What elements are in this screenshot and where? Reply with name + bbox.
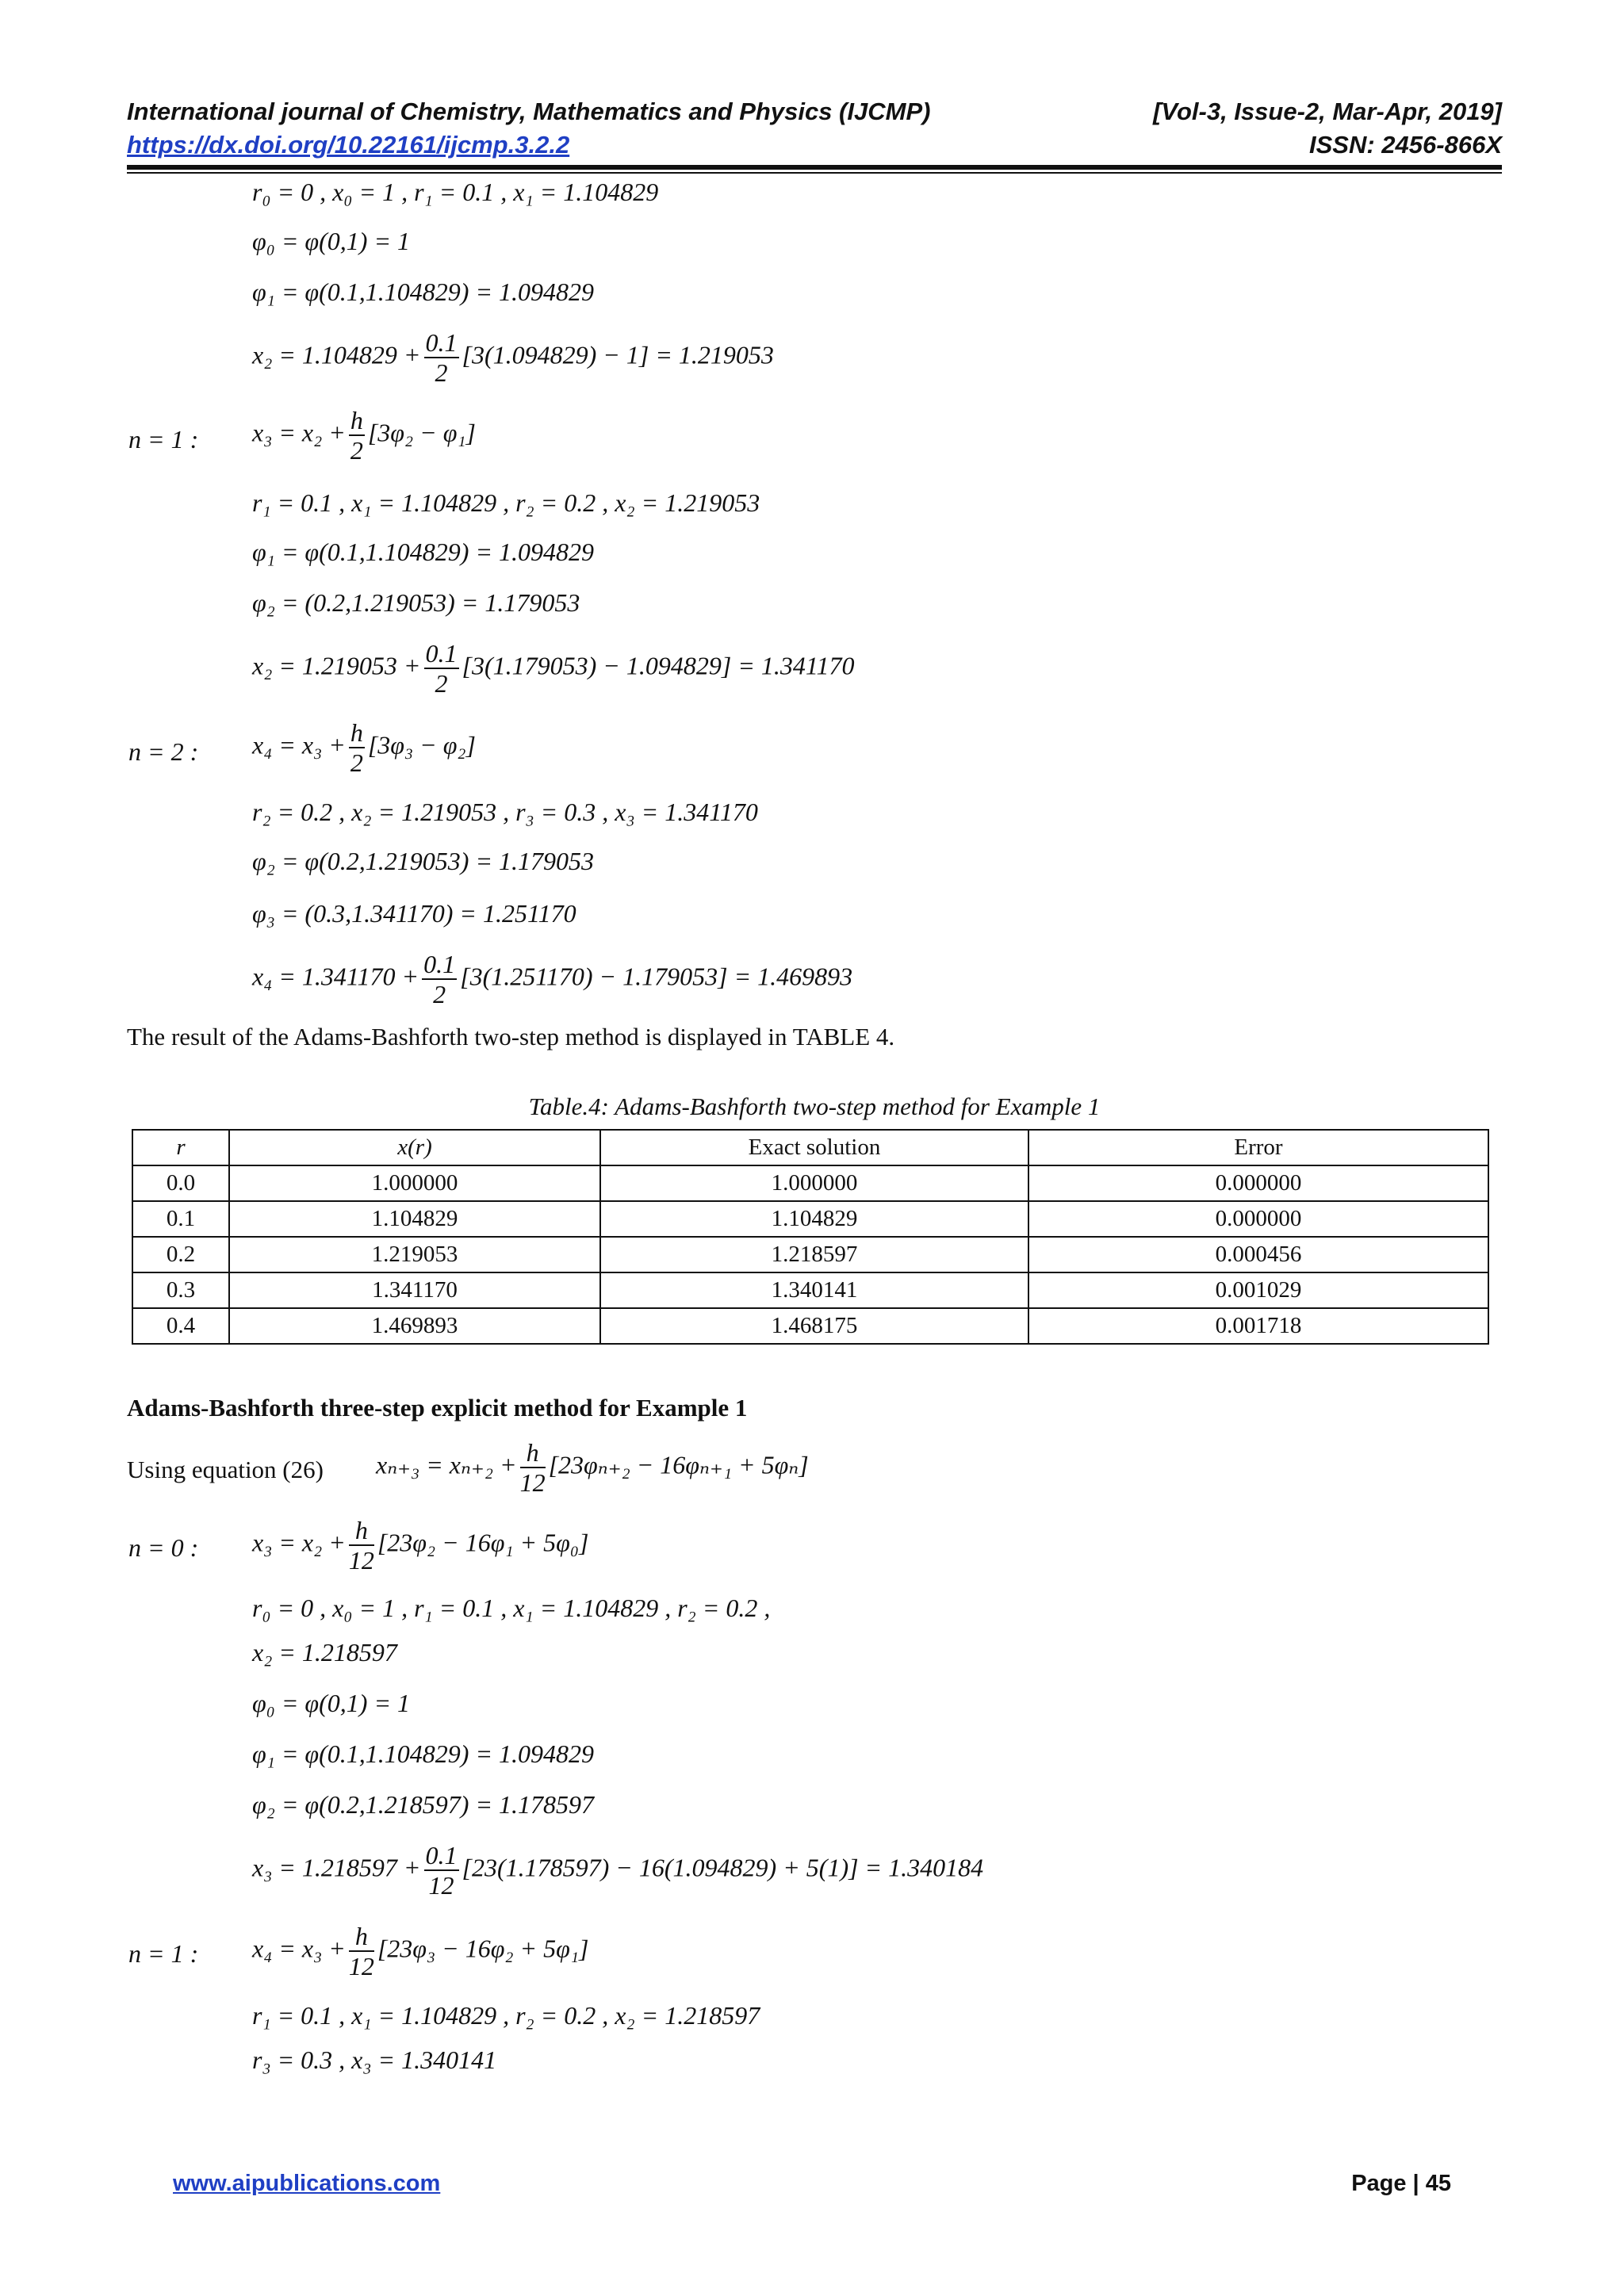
page-footer <box>173 2171 1451 2197</box>
col-header-xr: x(r) <box>229 1130 600 1165</box>
cell-r: 0.1 <box>132 1201 229 1237</box>
cell-xr: 1.341170 <box>229 1272 600 1308</box>
cell-exact: 1.000000 <box>600 1165 1028 1201</box>
table-row <box>132 1237 1488 1272</box>
header-rule <box>127 165 1502 170</box>
fraction: $\frac{0.1}{2}$ <box>423 950 456 1008</box>
issn: ISSN: 2456-866X <box>1309 131 1502 159</box>
journal-title: International journal of Chemistry, Mathematics and Physics (IJCMP) <box>127 98 931 125</box>
fraction: $\frac{0.1}{2}$ <box>425 639 458 698</box>
cell-error: 0.000456 <box>1028 1237 1488 1272</box>
table-row <box>132 1201 1488 1237</box>
cell-r: 0.4 <box>132 1308 229 1344</box>
table-caption: Table.4: Adams-Bashforth two-step method for Example 1 <box>528 1093 1101 1120</box>
ab2-x2-equation: x₂ = 1.104829 + $\frac{0.1}{2}$ [3(1.094829) − 1] = 1.219053 <box>252 328 774 387</box>
section-heading: Adams-Bashforth three-step explicit method for Example 1 <box>127 1394 748 1422</box>
table-row <box>132 1272 1488 1308</box>
ab3-n1-init1: r₁ = 0.1 , x₁ = 1.104829 , r₂ = 0.2 , x₂ = 1.218597 <box>252 2001 760 2030</box>
ab2-n1-phi2: φ₂ = (0.2,1.219053) = 1.179053 <box>252 588 580 617</box>
ab2-n1-x-equation: x₂ = 1.219053 + $\frac{0.1}{2}$ [3(1.179053) − 1.094829] = 1.341170 <box>252 639 855 698</box>
ab2-n1-label: n = 1 : <box>128 425 199 453</box>
ab2-n2-phi2: φ₂ = φ(0.2,1.219053) = 1.179053 <box>252 847 595 875</box>
ab2-phi1: φ₁ = φ(0.1,1.104829) = 1.094829 <box>252 277 595 306</box>
ab3-n0-phi0: φ₀ = φ(0,1) = 1 <box>252 1689 411 1717</box>
ab3-n0-formula: x₃ = x₂ + $\frac{h}{12}$ [23φ₂ − 16φ₁ + 5φ₀] <box>252 1516 589 1575</box>
fraction: $\frac{0.1}{2}$ <box>425 328 458 387</box>
header-rule-thin <box>127 172 1502 174</box>
cell-r: 0.2 <box>132 1237 229 1272</box>
cell-exact: 1.218597 <box>600 1237 1028 1272</box>
ab2-n1-phi1: φ₁ = φ(0.1,1.104829) = 1.094829 <box>252 538 595 566</box>
result-sentence: The result of the Adams-Bashforth two-step method is displayed in TABLE 4. <box>127 1023 895 1050</box>
cell-error: 0.001718 <box>1028 1308 1488 1344</box>
cell-xr: 1.000000 <box>229 1165 600 1201</box>
ab3-n0-x-equation: x₃ = 1.218597 + $\frac{0.1}{12}$ [23(1.178597) − 16(1.094829) + 5(1)] = 1.340184 <box>252 1841 984 1900</box>
ab3-n1-label: n = 1 : <box>128 1939 199 1968</box>
ab2-n2-label: n = 2 : <box>128 737 199 766</box>
ab2-n1-init: r₁ = 0.1 , x₁ = 1.104829 , r₂ = 0.2 , x₂ = 1.219053 <box>252 488 760 517</box>
ab2-init-line: r₀ = 0 , x₀ = 1 , r₁ = 0.1 , x₁ = 1.104829 <box>252 178 659 206</box>
results-table <box>132 1129 1489 1345</box>
page-number: Page | 45 <box>1351 2171 1451 2196</box>
doi-link[interactable]: https://dx.doi.org/10.22161/ijcmp.3.2.2 <box>127 131 570 159</box>
ab2-n2-formula: x₄ = x₃ + $\frac{h}{2}$ [3φ₃ − φ₂] <box>252 718 476 777</box>
fraction: $\frac{h}{12}$ <box>348 1922 374 1980</box>
cell-xr: 1.469893 <box>229 1308 600 1344</box>
table-row <box>132 1165 1488 1201</box>
fraction: $\frac{h}{12}$ <box>519 1438 546 1497</box>
cell-exact: 1.104829 <box>600 1201 1028 1237</box>
page-header <box>127 95 1502 162</box>
eq26-formula: xₙ₊₃ = xₙ₊₂ + $\frac{h}{12}$ [23φₙ₊₂ − 16φₙ₊₁ + 5φₙ] <box>376 1438 809 1497</box>
cell-error: 0.001029 <box>1028 1272 1488 1308</box>
website-link[interactable]: www.aipublications.com <box>173 2171 441 2196</box>
cell-error: 0.000000 <box>1028 1165 1488 1201</box>
cell-r: 0.0 <box>132 1165 229 1201</box>
ab2-n1-formula: x₃ = x₂ + $\frac{h}{2}$ [3φ₂ − φ₁] <box>252 406 476 465</box>
ab2-n2-x-equation: x₄ = 1.341170 + $\frac{0.1}{2}$ [3(1.251170) − 1.179053] = 1.469893 <box>252 950 853 1008</box>
ab3-n1-init2: r₃ = 0.3 , x₃ = 1.340141 <box>252 2045 497 2074</box>
ab2-phi0: φ₀ = φ(0,1) = 1 <box>252 227 411 255</box>
cell-xr: 1.219053 <box>229 1237 600 1272</box>
table-row <box>132 1308 1488 1344</box>
ab3-n0-label: n = 0 : <box>128 1533 199 1562</box>
col-header-r: r <box>132 1130 229 1165</box>
using-equation-label: Using equation (26) <box>127 1456 324 1483</box>
table-header-row <box>132 1130 1488 1165</box>
fraction: $\frac{0.1}{12}$ <box>425 1841 458 1900</box>
cell-exact: 1.468175 <box>600 1308 1028 1344</box>
volume-info: [Vol-3, Issue-2, Mar-Apr, 2019] <box>1153 98 1502 125</box>
ab2-n2-phi3: φ₃ = (0.3,1.341170) = 1.251170 <box>252 899 576 928</box>
col-header-exact: Exact solution <box>600 1130 1028 1165</box>
col-header-error: Error <box>1028 1130 1488 1165</box>
ab3-n0-init2: x₂ = 1.218597 <box>252 1638 397 1667</box>
ab3-n0-phi1: φ₁ = φ(0.1,1.104829) = 1.094829 <box>252 1739 595 1768</box>
ab3-n0-init1: r₀ = 0 , x₀ = 1 , r₁ = 0.1 , x₁ = 1.104829 , r₂ = 0.2 , <box>252 1594 771 1622</box>
ab2-n2-init: r₂ = 0.2 , x₂ = 1.219053 , r₃ = 0.3 , x₃ = 1.341170 <box>252 798 758 826</box>
fraction: $\frac{h}{12}$ <box>348 1516 374 1575</box>
fraction: $\frac{h}{2}$ <box>350 718 363 777</box>
ab3-n0-phi2: φ₂ = φ(0.2,1.218597) = 1.178597 <box>252 1790 595 1819</box>
cell-r: 0.3 <box>132 1272 229 1308</box>
cell-error: 0.000000 <box>1028 1201 1488 1237</box>
cell-xr: 1.104829 <box>229 1201 600 1237</box>
cell-exact: 1.340141 <box>600 1272 1028 1308</box>
ab3-n1-formula: x₄ = x₃ + $\frac{h}{12}$ [23φ₃ − 16φ₂ + 5φ₁] <box>252 1922 589 1980</box>
fraction: $\frac{h}{2}$ <box>350 406 363 465</box>
